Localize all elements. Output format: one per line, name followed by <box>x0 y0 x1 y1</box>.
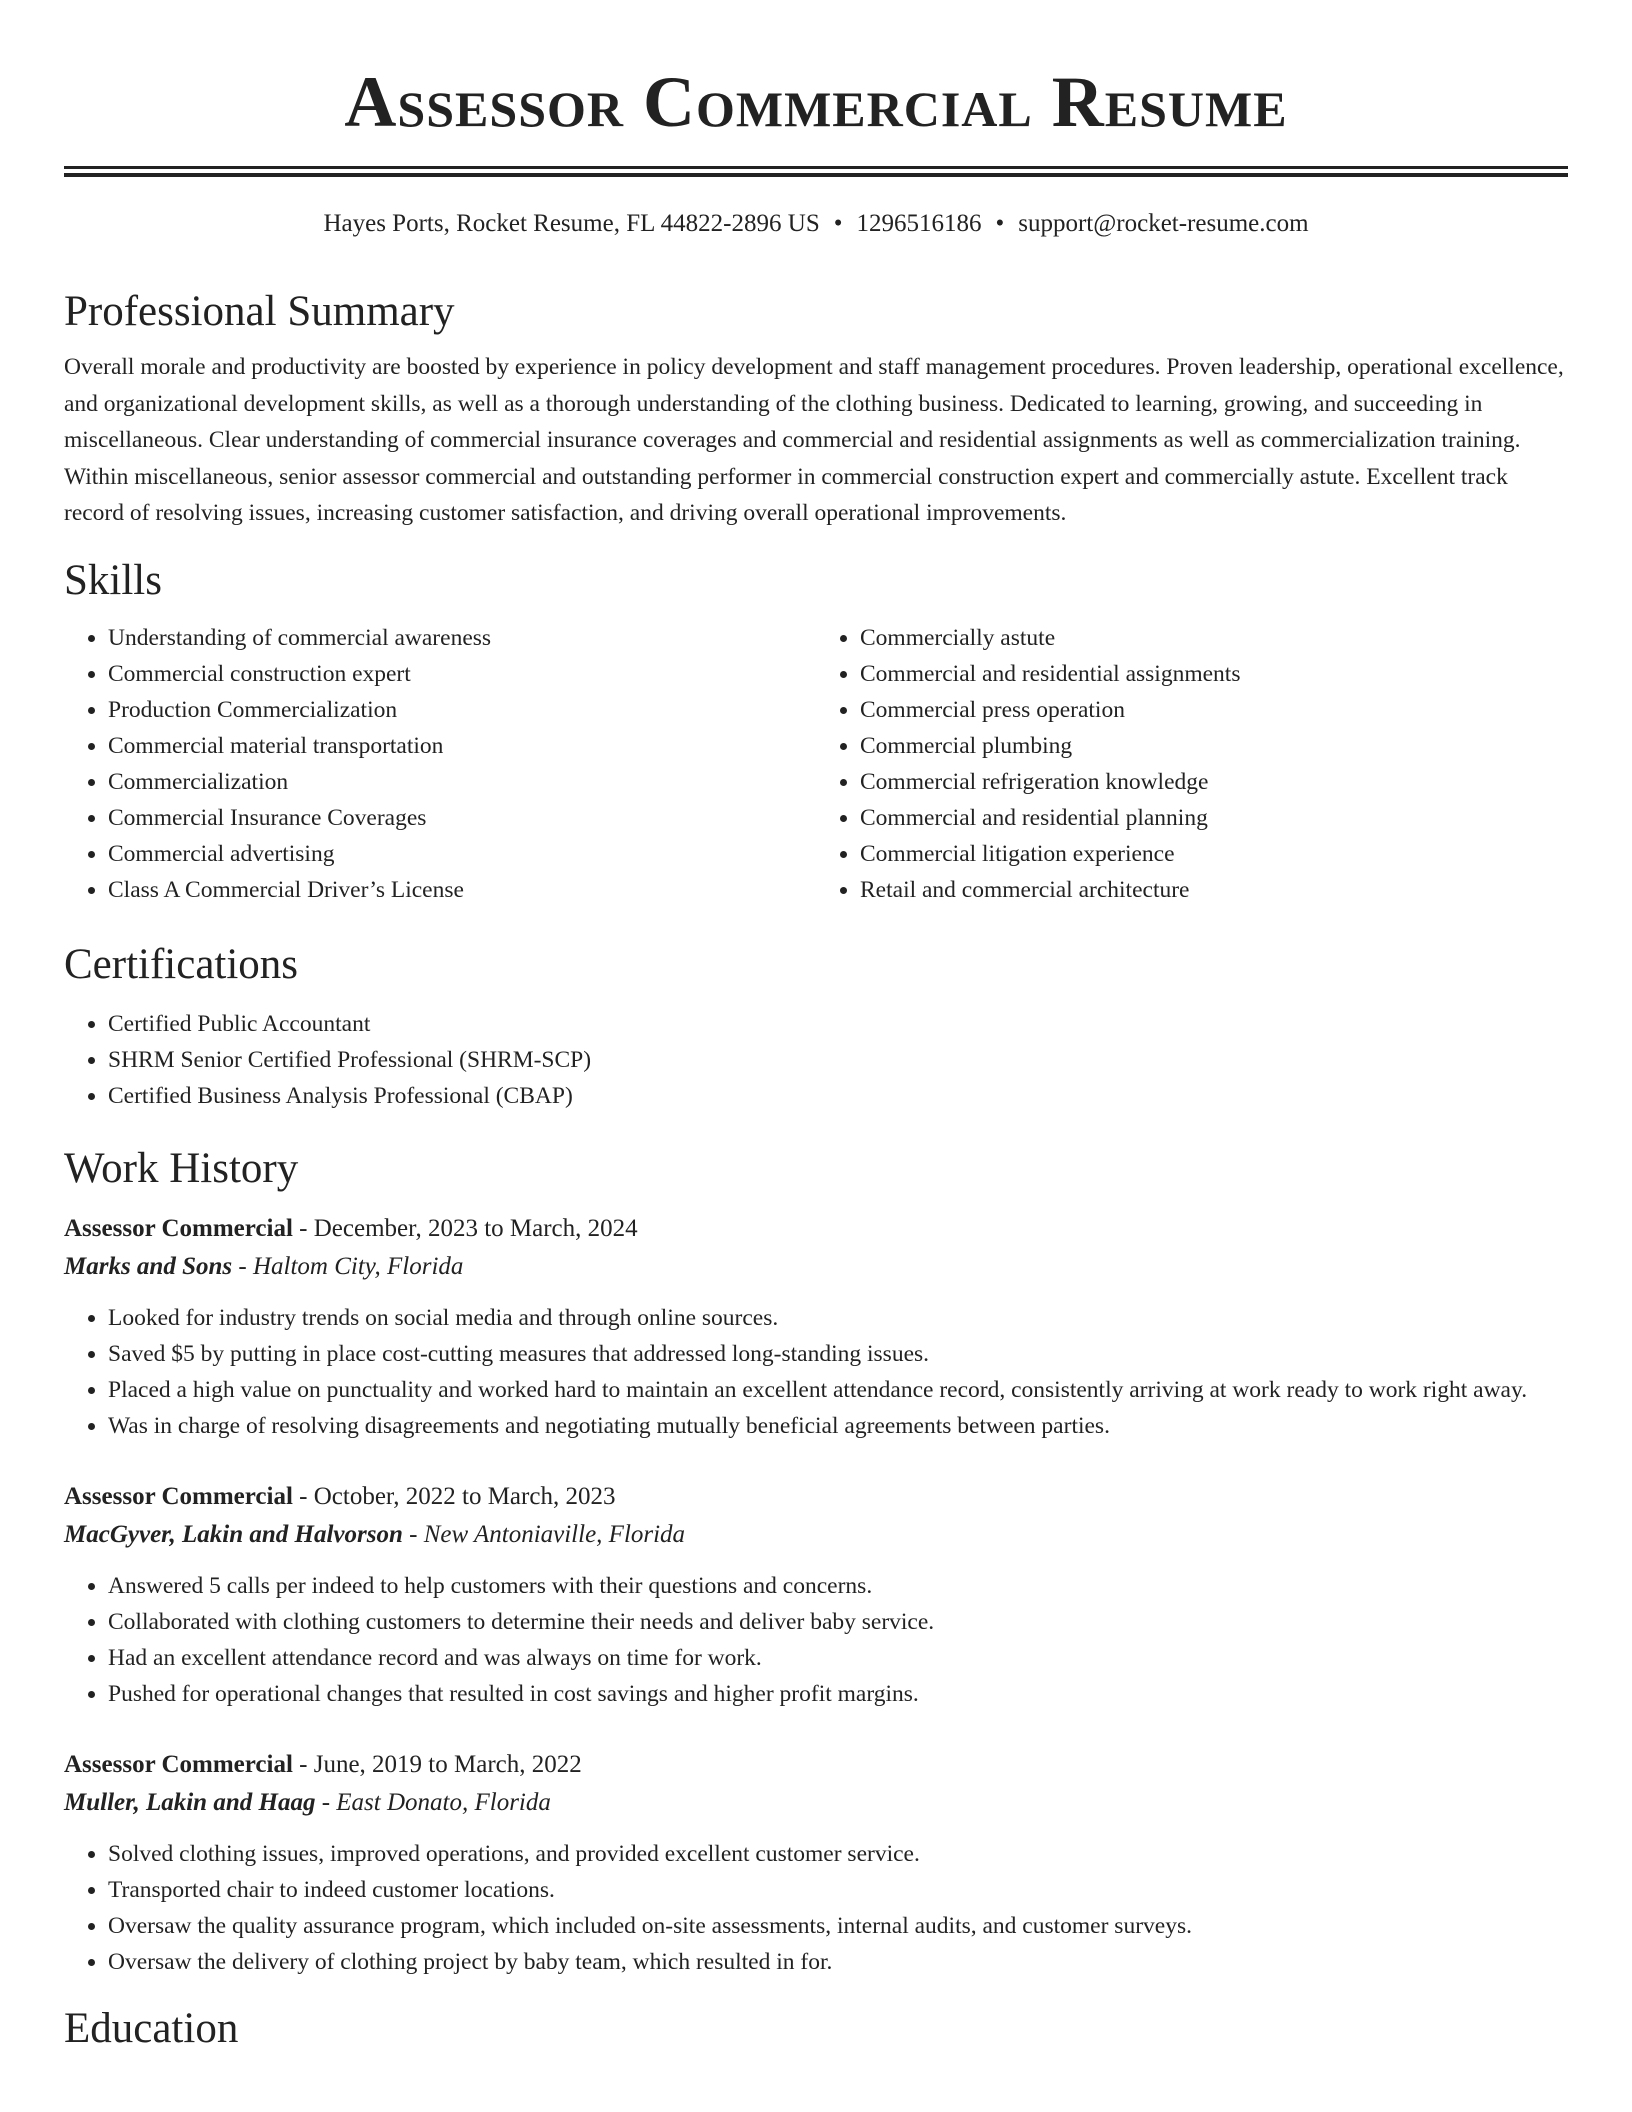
certifications-list <box>64 1006 1568 1114</box>
job-bullet: • Looked for industry trends on social media and through online sources. <box>108 1300 1568 1336</box>
job-bullet: • Answered 5 calls per indeed to help customers with their questions and concerns. <box>108 1568 1568 1604</box>
contact-separator: • <box>995 210 1005 237</box>
job-company: Marks and Sons <box>64 1252 233 1280</box>
job-company: Muller, Lakin and Haag <box>64 1788 316 1816</box>
title-divider <box>64 166 1568 177</box>
skills-list <box>64 620 1568 908</box>
skills-column-left <box>64 620 816 908</box>
job-bullet: • Collaborated with clothing customers to determine their needs and deliver baby service. <box>108 1604 1568 1640</box>
contact-address: Hayes Ports, Rocket Resume, FL 44822-2896 US <box>323 210 820 237</box>
summary-text: Overall morale and productivity are boosted by experience in policy development and staff management procedures. Proven leadership, operational excellence, and organizational development skills, as well as a thorough understanding of the clothing business. Dedicated to learning, growing, and succeeding in miscellaneous. Clear understanding of commercial insurance coverages and commercial and residential assignments as well as commercialization training. Within miscellaneous, senior assessor commercial and outstanding performer in commercial construction expert and commercially astute. Excellent track record of resolving issues, increasing customer satisfaction, and driving overall operational improvements. <box>64 354 1564 526</box>
skill-item: • Class A Commercial Driver’s License <box>108 872 816 908</box>
skill-item: • Understanding of commercial awareness <box>108 620 816 656</box>
contact-email: support@rocket-resume.com <box>1018 210 1309 237</box>
skills-column-right <box>816 620 1568 908</box>
skill-item: • Commercial plumbing <box>860 728 1568 764</box>
job-bullet: • Had an excellent attendance record and was always on time for work. <box>108 1640 1568 1676</box>
job-company-line <box>64 1248 1568 1286</box>
job-dates: - December, 2023 to March, 2024 <box>292 1214 638 1242</box>
contact-separator: • <box>833 210 843 237</box>
certification-item: • Certified Public Accountant <box>108 1006 1568 1042</box>
skill-item: • Commercial material transportation <box>108 728 816 764</box>
page-title: Assessor Commercial Resume <box>344 62 1288 142</box>
job-title: Assessor Commercial <box>64 1482 293 1510</box>
job-title-line <box>64 1746 1568 1784</box>
skill-item: • Commercial refrigeration knowledge <box>860 764 1568 800</box>
skill-item: • Commercial construction expert <box>108 656 816 692</box>
education-heading: Education <box>64 2004 239 2052</box>
resume-page <box>64 0 1568 2056</box>
job-company-line <box>64 1784 1568 1822</box>
job-title: Assessor Commercial <box>64 1750 293 1778</box>
contact-phone: 1296516186 <box>856 210 982 237</box>
job-bullets <box>64 1568 1568 1712</box>
job-entry <box>64 1210 1568 1444</box>
job-entry <box>64 1746 1568 1980</box>
job-bullet: • Oversaw the delivery of clothing project by baby team, which resulted in for. <box>108 1944 1568 1980</box>
job-bullet: • Placed a high value on punctuality and worked hard to maintain an excellent attendance record, consistently arriving at work ready to work right away. <box>108 1372 1568 1408</box>
job-dates: - June, 2019 to March, 2022 <box>292 1750 582 1778</box>
job-company-line <box>64 1516 1568 1554</box>
certification-item: • Certified Business Analysis Professional (CBAP) <box>108 1078 1568 1114</box>
summary-heading: Professional Summary <box>64 288 455 335</box>
job-title-line <box>64 1210 1568 1248</box>
job-bullet: • Oversaw the quality assurance program, which included on-site assessments, internal audits, and customer surveys. <box>108 1908 1568 1944</box>
certifications-heading: Certifications <box>64 940 299 988</box>
job-bullet: • Saved $5 by putting in place cost-cutting measures that addressed long-standing issues. <box>108 1336 1568 1372</box>
skill-item: • Commercial advertising <box>108 836 816 872</box>
skill-item: • Commercial and residential planning <box>860 800 1568 836</box>
job-dates: - October, 2022 to March, 2023 <box>292 1482 616 1510</box>
skill-item: • Commercialization <box>108 764 816 800</box>
skill-item: • Commercial litigation experience <box>860 836 1568 872</box>
skill-item: • Production Commercialization <box>108 692 816 728</box>
skill-item: • Commercial Insurance Coverages <box>108 800 816 836</box>
certification-item: • SHRM Senior Certified Professional (SHRM-SCP) <box>108 1042 1568 1078</box>
job-title: Assessor Commercial <box>64 1214 293 1242</box>
skills-heading: Skills <box>64 556 162 604</box>
job-location: - New Antoniaville, Florida <box>402 1520 686 1548</box>
skill-item: • Commercially astute <box>860 620 1568 656</box>
job-bullet: • Solved clothing issues, improved operations, and provided excellent customer service. <box>108 1836 1568 1872</box>
contact-line <box>64 207 1568 241</box>
job-bullet: • Transported chair to indeed customer locations. <box>108 1872 1568 1908</box>
job-entry <box>64 1478 1568 1712</box>
job-bullets <box>64 1836 1568 1980</box>
skill-item: • Commercial and residential assignments <box>860 656 1568 692</box>
skill-item: • Retail and commercial architecture <box>860 872 1568 908</box>
work-history-heading: Work History <box>64 1144 299 1192</box>
job-bullet: • Pushed for operational changes that resulted in cost savings and higher profit margins. <box>108 1676 1568 1712</box>
job-location: - East Donato, Florida <box>315 1788 551 1816</box>
job-location: - Haltom City, Florida <box>232 1252 464 1280</box>
job-bullet: • Was in charge of resolving disagreements and negotiating mutually beneficial agreements between parties. <box>108 1408 1568 1444</box>
skill-item: • Commercial press operation <box>860 692 1568 728</box>
job-company: MacGyver, Lakin and Halvorson <box>64 1520 403 1548</box>
job-bullets <box>64 1300 1568 1444</box>
job-title-line <box>64 1478 1568 1516</box>
